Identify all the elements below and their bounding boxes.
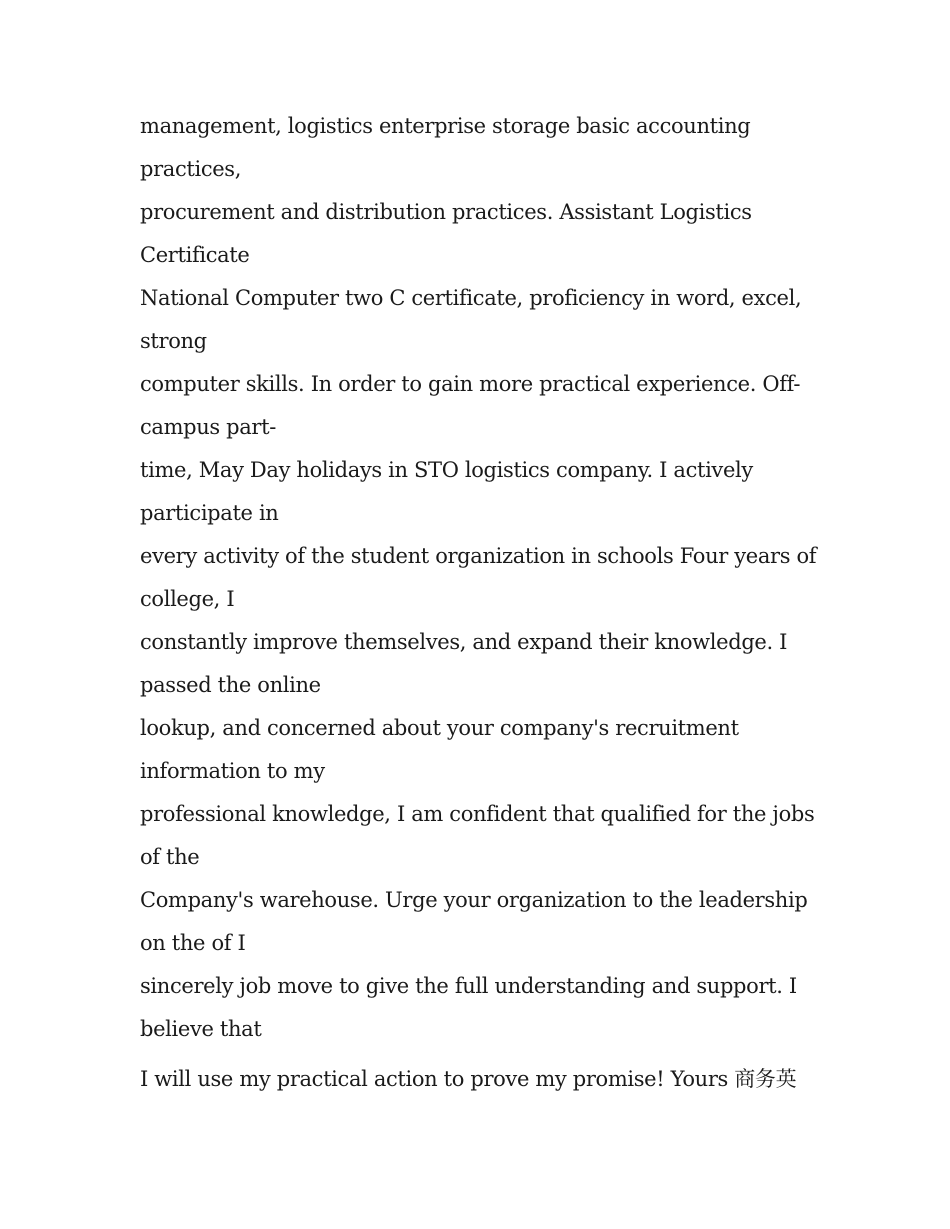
text-line: college, I (140, 587, 235, 611)
text-line: procurement and distribution practices. Assistant Logistics (140, 200, 752, 224)
text-line: management, logistics enterprise storage basic accounting (140, 114, 751, 138)
text-line: strong (140, 329, 207, 353)
letter-body (140, 105, 820, 1101)
text-line: time, May Day holidays in STO logistics company. I actively (140, 458, 753, 482)
text-line: Company's warehouse. Urge your organization to the leadership (140, 888, 808, 912)
text-line: believe that (140, 1017, 262, 1041)
text-line: computer skills. In order to gain more practical experience. Off- (140, 372, 801, 396)
text-line: lookup, and concerned about your company's recruitment (140, 716, 739, 740)
text-line: information to my (140, 759, 325, 783)
text-line: of the (140, 845, 200, 869)
text-line: passed the online (140, 673, 321, 697)
text-line: participate in (140, 501, 279, 525)
text-line: campus part- (140, 415, 276, 439)
text-line: professional knowledge, I am confident that qualified for the jobs (140, 802, 815, 826)
text-line: sincerely job move to give the full understanding and support. I (140, 974, 797, 998)
text-line: Certificate (140, 243, 250, 267)
text-line: every activity of the student organization in schools Four years of (140, 544, 817, 568)
text-line: constantly improve themselves, and expand their knowledge. I (140, 630, 788, 654)
text-line: National Computer two C certificate, proficiency in word, excel, (140, 286, 802, 310)
text-line: I will use my practical action to prove my promise! Yours 商务英 (140, 1067, 797, 1091)
text-line: practices, (140, 157, 242, 181)
text-line: on the of I (140, 931, 246, 955)
